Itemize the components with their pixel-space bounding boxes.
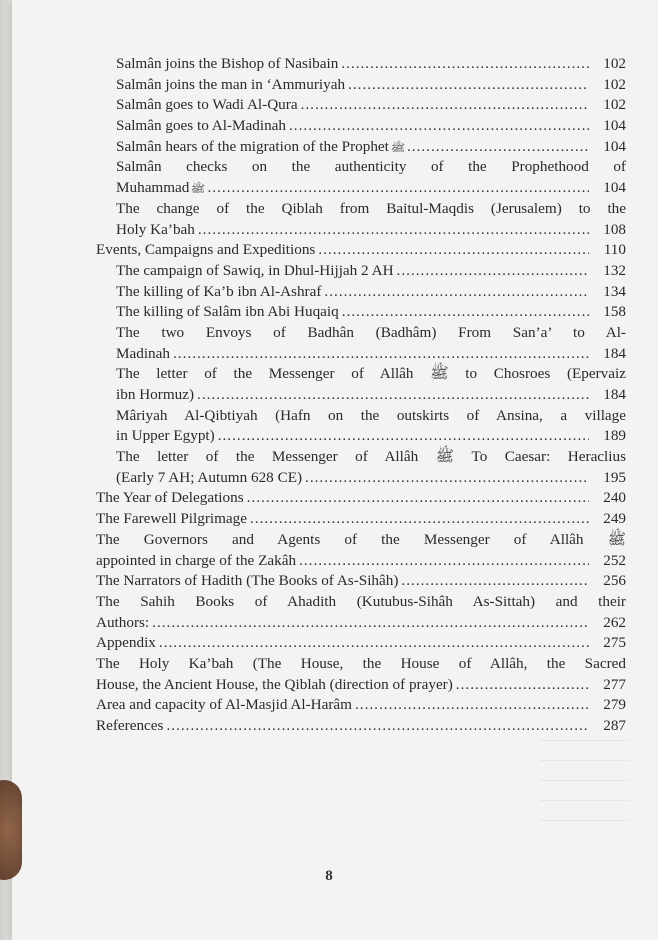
toc-entry	[96, 54, 626, 75]
leader-dots	[218, 426, 589, 447]
toc-entry-text: The Narrators of Hadith (The Books of As-Sihâh)	[96, 572, 399, 590]
toc-entry	[96, 592, 626, 633]
toc-entry	[96, 240, 626, 261]
toc-entry-text: Madinah	[116, 344, 170, 362]
toc-entry	[96, 75, 626, 96]
toc-entry-text: Area and capacity of Al-Masjid Al-Harâm	[96, 696, 352, 714]
pbuh-icon: ﷺ	[191, 184, 206, 196]
toc-page-number: 287	[603, 717, 626, 734]
toc-entry	[96, 695, 626, 716]
toc-page-number: 158	[603, 303, 626, 321]
leader-dots	[152, 613, 589, 634]
leader-dots	[159, 633, 589, 654]
toc-entry-text: Salmân joins the man in ‘Ammuriyah	[116, 75, 346, 93]
toc-entry	[96, 116, 626, 137]
leader-dots	[401, 571, 589, 592]
toc-entry-text: References	[96, 717, 164, 734]
toc-entry-text: The Holy Ka’bah (The House, the House of Allâh, the Sacred	[96, 654, 626, 672]
toc-page-number: 277	[603, 675, 626, 693]
toc-page-number: 104	[603, 117, 626, 135]
toc-entry	[96, 261, 626, 282]
leader-dots	[166, 716, 589, 737]
toc-entry-text: Events, Campaigns and Expeditions	[96, 241, 316, 259]
toc-page-number: 108	[603, 220, 626, 238]
toc-entry-text: The Year of Delegations	[96, 489, 244, 507]
toc-entry-text: Salmân goes to Wadi Al-Qura	[116, 96, 298, 114]
toc-page-number: 184	[603, 344, 626, 362]
leader-dots	[456, 675, 589, 696]
leader-dots	[305, 468, 589, 489]
toc-entry-text: The Farewell Pilgrimage	[96, 510, 247, 528]
toc-entry	[96, 282, 626, 303]
toc-entry	[96, 633, 626, 654]
leader-dots	[318, 240, 589, 261]
leader-dots	[301, 95, 589, 116]
toc-page-number: 279	[603, 696, 626, 714]
leader-dots	[348, 75, 589, 96]
toc-entry	[96, 571, 626, 592]
toc-entry-text: The campaign of Sawiq, in Dhul-Hijjah 2 AH	[116, 261, 394, 279]
toc-entry	[96, 488, 626, 509]
toc-entry	[96, 654, 626, 695]
toc-entry	[96, 323, 626, 364]
leader-dots	[397, 261, 589, 282]
leader-dots	[342, 302, 589, 323]
leader-dots	[299, 551, 589, 572]
leader-dots	[324, 282, 589, 303]
toc-entry-text: Muhammad	[116, 179, 190, 197]
toc-entry-text: The letter of the Messenger of Allâh ﷺ To Caesar: Heraclius	[116, 448, 626, 466]
holding-thumb	[0, 780, 22, 880]
toc-entry-text: Salmân checks on the authenticity of the Prophethood of	[116, 158, 626, 176]
leader-dots	[198, 220, 589, 241]
toc-entry	[96, 137, 626, 158]
toc-entry	[96, 199, 626, 240]
toc-entry-text: Holy Ka’bah	[116, 220, 195, 238]
toc-entry	[96, 716, 626, 737]
toc-entry-text: Salmân goes to Al-Madinah	[116, 117, 286, 135]
toc-page-number: 110	[603, 241, 626, 259]
page-number: 8	[325, 868, 333, 884]
toc-page-number: 252	[603, 551, 626, 569]
toc-page-number: 240	[603, 489, 626, 507]
toc-entry-text: The letter of the Messenger of Allâh ﷺ to Chosroes (Epervaiz	[116, 365, 626, 383]
toc-entry-text: Appendix	[96, 634, 156, 652]
toc-entry-text: The Governors and Agents of the Messenger of Allâh ﷺ	[96, 530, 626, 548]
toc-entry	[96, 530, 626, 571]
toc-entry	[96, 509, 626, 530]
leader-dots	[407, 137, 589, 158]
toc-entry-text: The killing of Salâm ibn Abi Huqaiq	[116, 303, 339, 321]
pbuh-icon: ﷺ	[390, 142, 406, 154]
toc-entry	[96, 364, 626, 405]
toc-entry	[96, 406, 626, 447]
toc-page-number: 102	[603, 96, 626, 114]
toc-entry	[96, 157, 626, 198]
toc-page-number: 102	[603, 55, 626, 72]
leader-dots	[250, 509, 589, 530]
toc-entry-text: ibn Hormuz)	[116, 386, 195, 403]
toc-page-number: 189	[603, 427, 626, 445]
toc-page-number: 102	[603, 75, 626, 93]
toc-page-number: 249	[603, 510, 626, 528]
toc-entry-text: appointed in charge of the Zakâh	[96, 551, 297, 569]
leader-dots	[197, 385, 589, 406]
toc-page-number: 132	[603, 261, 626, 279]
toc-entry	[96, 95, 626, 116]
table-of-contents	[96, 54, 626, 737]
leader-dots	[341, 54, 589, 75]
toc-page-number: 275	[603, 634, 626, 652]
toc-entry-text: (Early 7 AH; Autumn 628 CE)	[116, 468, 303, 486]
toc-page-number: 195	[603, 468, 626, 486]
toc-page-number: 104	[603, 179, 626, 197]
toc-entry-text: Salmân hears of the migration of the Prophet	[116, 137, 389, 155]
toc-entry-text: The killing of Ka’b ibn Al-Ashraf	[116, 282, 322, 300]
show-through-text	[540, 740, 630, 840]
leader-dots	[289, 116, 589, 137]
toc-entry-text: The two Envoys of Badhân (Badhâm) From San’a’ to Al-	[116, 323, 626, 341]
toc-entry-text: in Upper Egypt)	[116, 427, 215, 445]
toc-entry-text: Authors:	[96, 613, 150, 631]
leader-dots	[247, 488, 589, 509]
toc-page-number: 104	[603, 137, 626, 155]
toc-entry-text: The Sahih Books of Ahadith (Kutubus-Sihâh As-Sittah) and their	[96, 592, 626, 610]
toc-entry-text: Salmân joins the Bishop of Nasibain	[116, 55, 339, 72]
toc-entry-text: Mâriyah Al-Qibtiyah (Hafn on the outskirts of Ansina, a village	[116, 406, 626, 424]
toc-entry-text: The change of the Qiblah from Baitul-Maqdis (Jerusalem) to the	[116, 199, 626, 217]
leader-dots	[355, 695, 589, 716]
toc-entry-text: House, the Ancient House, the Qiblah (direction of prayer)	[96, 675, 453, 693]
toc-entry	[96, 447, 626, 488]
toc-page-number: 262	[603, 613, 626, 631]
toc-page-number: 256	[603, 572, 626, 590]
toc-page-number: 184	[603, 386, 626, 403]
leader-dots	[208, 178, 590, 199]
leader-dots	[173, 344, 589, 365]
toc-entry	[96, 302, 626, 323]
toc-page-number: 134	[603, 282, 626, 300]
